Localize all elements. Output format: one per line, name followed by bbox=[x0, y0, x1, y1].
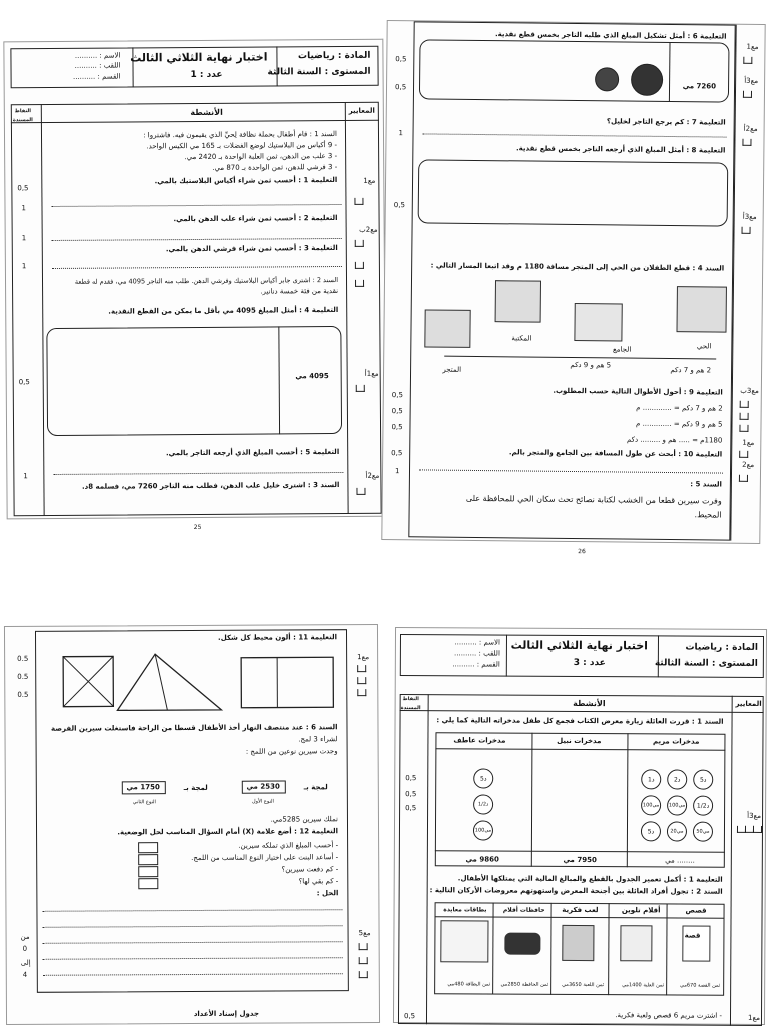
exam-number: عدد : 1 bbox=[190, 71, 222, 80]
criterion-checkbox[interactable] bbox=[355, 240, 364, 247]
option-checkbox[interactable] bbox=[138, 854, 158, 865]
points-header: النقاط المسندة bbox=[9, 107, 37, 125]
question-1: التعليمة 1 : أحسب ثمن شراء أكياس البلاستيك بالمي. bbox=[155, 176, 338, 186]
criterion-label: مع5 bbox=[359, 929, 371, 938]
criterion-label: مع2 bbox=[742, 461, 754, 470]
sanad6-line: لشراء 3 لمج. bbox=[298, 735, 337, 744]
coin-icon: 1د bbox=[641, 769, 661, 789]
coin-icon bbox=[631, 64, 663, 96]
conversion-line: 2 هم و 7 دكم = ............. م bbox=[636, 404, 723, 414]
question-7: التعليمة 7 : كم يرجع التاجر لخليل؟ bbox=[607, 117, 726, 127]
amount-7260: 7260 مي bbox=[683, 82, 716, 91]
surname-field[interactable]: اللقب : .......... bbox=[75, 62, 121, 71]
level-label: المستوى : السنة الثالثة bbox=[655, 659, 758, 669]
crayons-picture bbox=[620, 925, 652, 961]
criterion-checkbox[interactable] bbox=[739, 451, 748, 458]
criterion-label: مع1 bbox=[742, 439, 754, 448]
lunch-price: 2530 مي bbox=[246, 783, 279, 792]
criterion-checkbox[interactable] bbox=[753, 826, 762, 833]
page-number: 26 bbox=[578, 547, 586, 556]
coin-drawing-box[interactable] bbox=[418, 159, 729, 226]
points-value: 1 bbox=[395, 467, 400, 475]
rectangle-shape bbox=[241, 657, 333, 707]
pencil-case-picture bbox=[504, 933, 540, 955]
sanad2-line: نقدية من فئة خمسة دنانير. bbox=[260, 287, 338, 297]
sanad5-label: السند 5 : bbox=[690, 480, 722, 489]
option-line: - كم دفعت سيرين؟ bbox=[281, 865, 338, 874]
coin-icon: 5د bbox=[473, 768, 493, 788]
scale-label: 0 bbox=[23, 945, 28, 953]
option-checkbox[interactable] bbox=[138, 878, 158, 889]
points-value: 0,5 bbox=[391, 449, 402, 457]
sanad6-line: وجدت سيرين نوعين من اللمج : bbox=[246, 747, 338, 756]
points-value: 1 bbox=[22, 262, 27, 270]
question-5: التعليمة 5 : أحسب المبلغ الذي أرجعه التاجر بالمي. bbox=[166, 448, 339, 458]
criterion-label: مع3ب bbox=[740, 387, 759, 396]
criterion-label: مع2ب bbox=[359, 226, 378, 235]
product-header: قصص bbox=[686, 907, 707, 916]
points-value: 0,5 bbox=[405, 790, 416, 798]
exam-title: اختبار نهاية الثلاثي الثالث bbox=[511, 641, 648, 651]
criterion-label: مع3أ bbox=[743, 213, 757, 222]
points-value: 0,5 bbox=[405, 804, 416, 812]
name-field[interactable]: الاسم : .......... bbox=[454, 638, 500, 647]
points-value: 0.5 bbox=[17, 691, 28, 699]
points-value: 1 bbox=[23, 472, 28, 480]
class-field[interactable]: القسم : .......... bbox=[73, 73, 121, 82]
criterion-checkbox[interactable] bbox=[356, 488, 365, 495]
criterion-checkbox[interactable] bbox=[359, 957, 368, 964]
points-value: 0,5 bbox=[17, 184, 28, 192]
product-price: ثمن القصة 670مي bbox=[680, 982, 720, 991]
place-label: المكتبة bbox=[511, 334, 531, 343]
distance-label: 2 هم و 7 دكم bbox=[670, 366, 711, 375]
have-amount: تملك سيرين 5285مي. bbox=[271, 815, 338, 824]
distance-label: 5 هم و 9 دكم bbox=[570, 361, 611, 370]
exam-page-3 bbox=[4, 624, 380, 1025]
store-picture bbox=[424, 309, 470, 347]
triangle-shape bbox=[117, 654, 221, 711]
scale-label: إلى bbox=[21, 959, 31, 967]
option-line: - أحسب المبلغ الذي تملكه سيرين. bbox=[238, 841, 338, 851]
exam-page-4 bbox=[393, 627, 767, 1025]
name-field[interactable]: الاسم : .......... bbox=[75, 52, 121, 61]
coin-icon: 5د bbox=[641, 821, 661, 841]
criterion-checkbox[interactable] bbox=[355, 280, 364, 287]
sanad1-line: - 9 أكياس من البلاستيك لوضع الفضلات بـ 165 مي الكيس الواحد. bbox=[146, 141, 337, 151]
points-value: 0.5 bbox=[17, 655, 28, 663]
coin-icon: 1/2د bbox=[693, 796, 713, 816]
criterion-label: مع3أ bbox=[747, 812, 761, 821]
option-line: - أساعد البنت على اختيار النوع المناسب من اللمج. bbox=[191, 853, 338, 863]
scale-label: من bbox=[21, 933, 30, 941]
activities-header: الأنشطة bbox=[190, 108, 223, 117]
criterion-checkbox[interactable] bbox=[742, 227, 751, 234]
criterion-checkbox[interactable] bbox=[740, 401, 749, 408]
saver-total: 7950 مي bbox=[563, 856, 596, 865]
criterion-label: مع1 bbox=[746, 43, 758, 52]
criterion-checkbox[interactable] bbox=[357, 677, 366, 684]
greeting-card-picture bbox=[440, 920, 488, 962]
criteria-header: المعايير bbox=[735, 700, 761, 709]
criterion-label: مع2أ bbox=[744, 125, 758, 134]
exam-number: عدد : 3 bbox=[574, 659, 606, 668]
coin-icon: 20مي bbox=[667, 821, 687, 841]
sanad3-line: السند 3 : اشترى خليل علب الدهن، فطلب منه التاجر 7260 مي، فسلمه 8د. bbox=[82, 481, 340, 492]
sanad1-line: السند 1 : قام أطفال بحملة نظافة لِحيِّ الذي يقيمون فيه. فاشتروا : bbox=[143, 130, 337, 140]
sanad1-line: - 3 علب من الدهن، ثمن العلبة الواحدة بـ 2420 مي. bbox=[184, 152, 337, 162]
sanad2-line: السند 2 : اشترى جابر أكياس البلاستيك وفرشي الدهن. طلب منه التاجر 4095 مي، فقدم له قطعة bbox=[75, 276, 338, 287]
coin-icon: 2د bbox=[667, 769, 687, 789]
exam-page-2 bbox=[381, 20, 765, 544]
criterion-checkbox[interactable] bbox=[739, 475, 748, 482]
points-header: النقاط المسندة bbox=[398, 695, 424, 713]
criterion-label: مع3أ bbox=[744, 77, 758, 86]
points-value: 0,5 bbox=[395, 83, 406, 91]
question-1: التعليمة 1 : أكمل تعمير الجدول بالقطع والمبالغ المالية التي يمتلكها الأطفال. bbox=[458, 874, 723, 884]
question-12: التعليمة 12 : أضع علامة (X) أمام السؤال المناسب لحل الوضعية. bbox=[117, 827, 338, 837]
question-3: التعليمة 3 : أحسب ثمن شراء فرشي الدهن بالمي. bbox=[166, 244, 338, 254]
solution-label: الحل : bbox=[317, 889, 339, 898]
criterion-checkbox[interactable] bbox=[354, 198, 363, 205]
points-value: 0,5 bbox=[392, 391, 403, 399]
option-checkbox[interactable] bbox=[138, 866, 158, 877]
subject-label: المادة : رياضيات bbox=[685, 644, 757, 653]
criterion-checkbox[interactable] bbox=[359, 943, 368, 950]
criterion-checkbox[interactable] bbox=[357, 665, 366, 672]
question-6: التعليمة 6 : أمثل تشكيل المبلغ الذي طلبه التاجر بخمس قطع نقدية. bbox=[495, 30, 727, 41]
conversion-line: 1180م = ..... هم و ......... دكم bbox=[627, 436, 722, 446]
exam-page-1 bbox=[3, 39, 386, 520]
criterion-checkbox[interactable] bbox=[743, 91, 752, 98]
product-price: ثمن البطاقة 480مي bbox=[447, 980, 490, 989]
game-picture bbox=[562, 925, 594, 961]
level-label: المستوى : السنة الثالثة bbox=[268, 68, 371, 78]
coin-icon: 5د bbox=[693, 770, 713, 790]
question-9: التعليمة 9 : أحول الأطوال التالية حسب المطلوب. bbox=[553, 387, 723, 398]
sanad5-line: وفرت سيرين قطعا من الخشب لكتابة نصائح تحث سكان الحي للمحافظة على bbox=[466, 494, 722, 506]
question-10: التعليمة 10 : أبحث عن طول المسافة بين الجامع والمتجر بالم. bbox=[509, 448, 722, 459]
product-header: لعب فكرية bbox=[562, 906, 598, 915]
points-value: 0,5 bbox=[394, 201, 405, 209]
conversion-line: 5 هم و 9 دكم = ............. م bbox=[636, 420, 723, 430]
story-book-label: قصة bbox=[685, 932, 701, 941]
lunch-label: لمجة بـ bbox=[304, 783, 328, 792]
points-value: 0,5 bbox=[395, 55, 406, 63]
criterion-checkbox[interactable] bbox=[357, 689, 366, 696]
saver-header: مدخرات مريم bbox=[653, 737, 700, 746]
subject-label: المادة : رياضيات bbox=[298, 52, 370, 62]
question-8: التعليمة 8 : أمثل المبلغ الذي أرجعه التاجر بخمس قطع نقدية. bbox=[516, 144, 725, 155]
exam-title: اختبار نهاية الثلاثي الثالث bbox=[130, 52, 267, 62]
amount-4095: 4095 مي bbox=[295, 372, 328, 381]
lunch-type: النوع الأول bbox=[252, 798, 274, 807]
product-price: ثمن العلبة 1400مي bbox=[622, 981, 664, 990]
points-value: 0,5 bbox=[405, 774, 416, 782]
page-number: 25 bbox=[194, 523, 202, 532]
points-value: 0,5 bbox=[404, 1012, 415, 1020]
coins-picture-box bbox=[419, 39, 730, 102]
question-4: التعليمة 4 : أمثل المبلغ 4095 مي بأقل ما يمكن من القطع النقدية. bbox=[108, 306, 338, 317]
place-label: الجامع bbox=[613, 345, 631, 354]
sanad1-line: - 3 فرشي للدهن، ثمن الواحدة بـ 870 مي. bbox=[212, 163, 337, 173]
saver-header: مدخرات عاطف bbox=[453, 736, 505, 745]
points-value: 1 bbox=[22, 234, 27, 242]
criterion-label: مع2أ bbox=[365, 472, 379, 481]
footer-title: جدول إسناد الأعداد bbox=[194, 1010, 259, 1019]
lunch-label: لمجة بـ bbox=[184, 784, 208, 793]
place-label: الحي bbox=[697, 342, 712, 351]
criterion-label: مع1أ bbox=[365, 370, 379, 379]
points-value: 0.5 bbox=[17, 673, 28, 681]
last-line: - اشترت مريم 6 قصص ولعبة فكرية. bbox=[615, 1011, 722, 1021]
hay-picture bbox=[676, 286, 726, 333]
sanad1-line: السند 1 : قررت العائلة زيارة معرض الكتاب فجمع كل طفل مدخراته التالية كما يلي : bbox=[436, 716, 723, 727]
product-price: ثمن الحافظة 2850مي bbox=[500, 981, 548, 990]
points-value: 1 bbox=[399, 129, 404, 137]
lunch-price: 1750 مي bbox=[126, 783, 159, 792]
criterion-label: مع1 bbox=[748, 1014, 760, 1023]
mosque-picture bbox=[574, 303, 622, 342]
surname-field[interactable]: اللقب : .......... bbox=[454, 649, 500, 658]
product-header: حافظات أقلام bbox=[503, 906, 545, 915]
criterion-checkbox[interactable] bbox=[740, 413, 749, 420]
option-line: - كم بقي لها؟ bbox=[299, 877, 339, 886]
class-field[interactable]: القسم : .......... bbox=[452, 660, 500, 669]
criterion-label: مع1 bbox=[357, 653, 369, 662]
criterion-checkbox[interactable] bbox=[739, 425, 748, 432]
points-value: 0,5 bbox=[19, 378, 30, 386]
place-label: المتجر bbox=[442, 366, 461, 375]
option-checkbox[interactable] bbox=[138, 842, 158, 853]
sanad4-line: السند 4 : قطع الطفلان من الحي إلى المتجر مسافة 1180 م وقد اتبعا المسار التالي : bbox=[431, 262, 725, 274]
coin-icon: 100مي bbox=[667, 795, 687, 815]
points-value: 0,5 bbox=[391, 423, 402, 431]
saver-total[interactable]: ........ مي bbox=[665, 856, 695, 865]
points-value: 1 bbox=[21, 204, 26, 212]
coin-icon: 1/2د bbox=[473, 794, 493, 814]
points-value: 0,5 bbox=[392, 407, 403, 415]
product-header: بطاقات معايدة bbox=[443, 905, 486, 914]
library-picture bbox=[495, 280, 541, 322]
question-2: التعليمة 2 : أحسب ثمن شراء علب الدهن بالمي. bbox=[173, 214, 337, 224]
coin-icon: 100مي bbox=[641, 795, 661, 815]
saver-total: 9860 مي bbox=[465, 855, 498, 864]
saver-header: مدخرات نبيل bbox=[557, 737, 601, 746]
question-11: التعليمة 11 : ألون محيط كل شكل. bbox=[218, 633, 337, 643]
sanad5-line: المحيط. bbox=[695, 510, 722, 519]
criterion-checkbox[interactable] bbox=[355, 262, 364, 269]
criterion-checkbox[interactable] bbox=[743, 57, 752, 64]
sanad6-line: السند 6 : عند منتصف النهار أخذ الأطفال قسطا من الراحة فاستغلت سيرين الفرصة bbox=[51, 723, 338, 733]
coin-icon: 50مي bbox=[693, 822, 713, 842]
shapes-figure bbox=[55, 649, 341, 716]
lunch-type: النوع الثاني bbox=[133, 798, 156, 807]
criterion-checkbox[interactable] bbox=[359, 971, 368, 978]
coin-icon bbox=[595, 67, 619, 91]
scale-label: 4 bbox=[23, 971, 28, 979]
criteria-header: المعايير bbox=[349, 107, 375, 116]
criterion-checkbox[interactable] bbox=[356, 385, 365, 392]
coin-icon: 100مي bbox=[473, 820, 493, 840]
sanad2-line: السند 2 : تجول أفراد العائلة بين أجنحة المعرض واستهوتهم معروضات الأركان التالية : bbox=[430, 886, 723, 897]
product-price: ثمن اللعبة 3650مي bbox=[562, 981, 604, 990]
criterion-label: مع1 bbox=[363, 177, 375, 186]
product-header: أقلام تلوين bbox=[622, 906, 661, 915]
criterion-checkbox[interactable] bbox=[742, 139, 751, 146]
activities-header: الأنشطة bbox=[573, 699, 606, 708]
